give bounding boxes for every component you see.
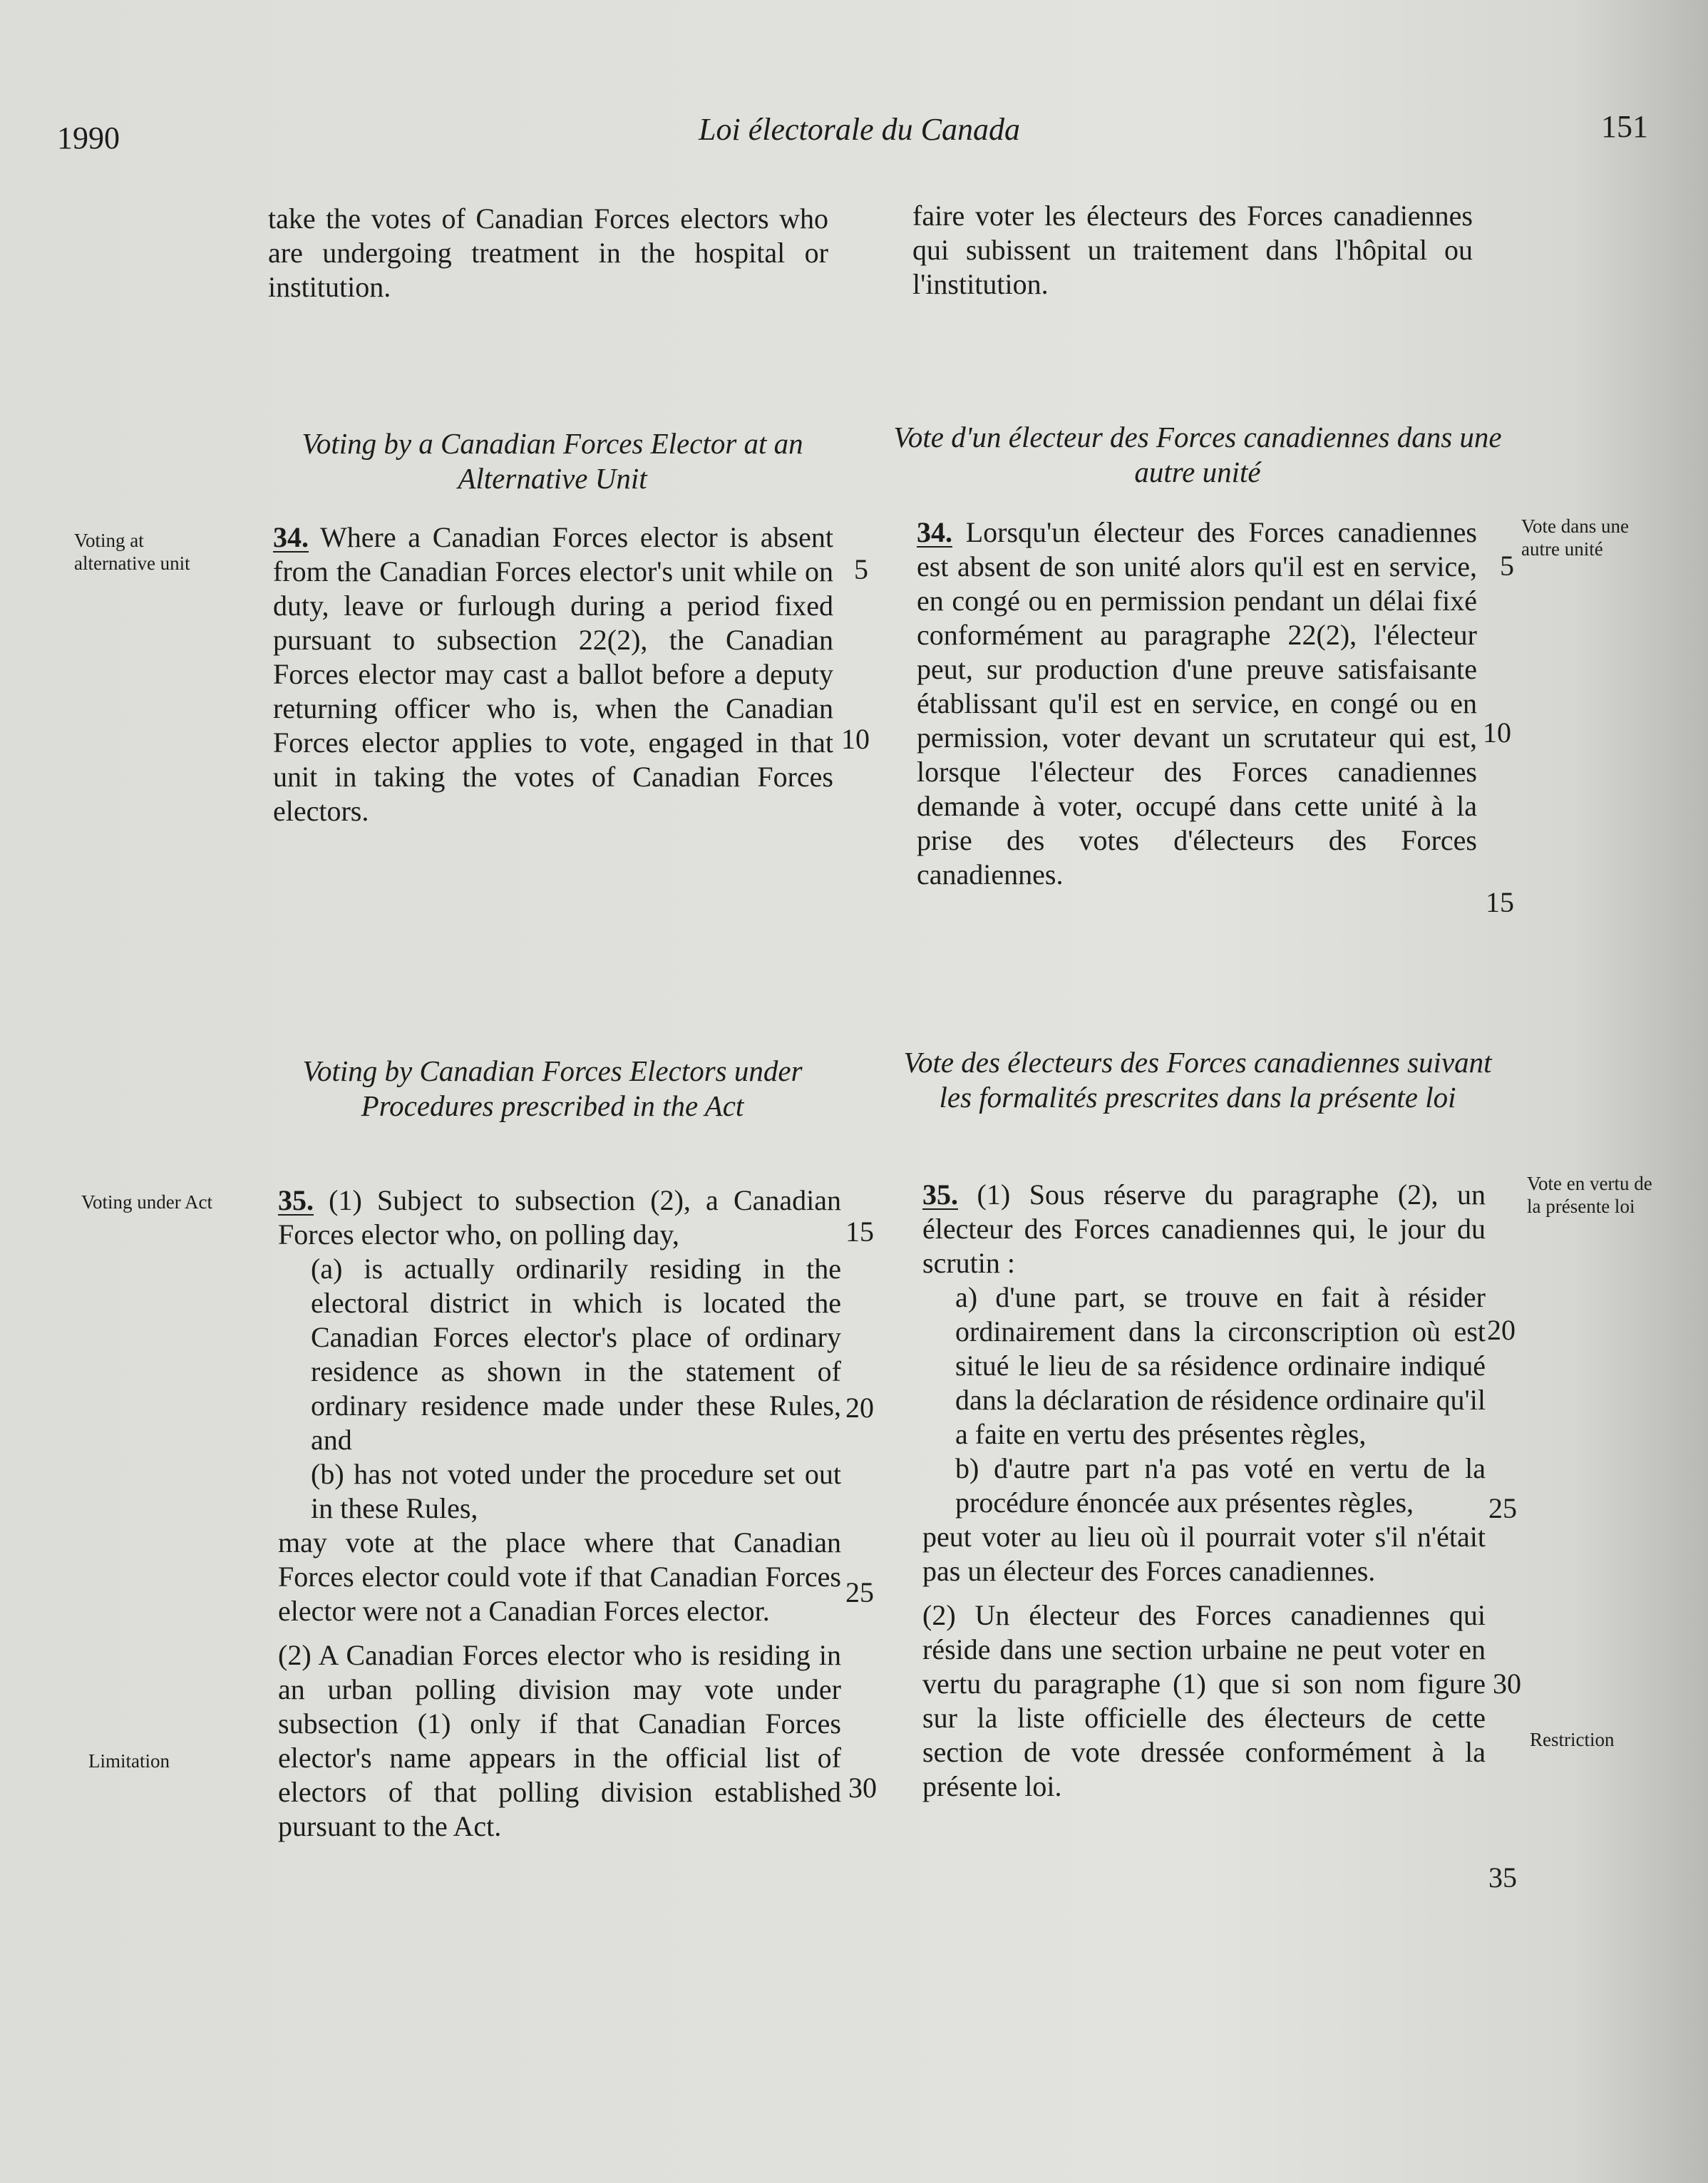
fr-section-35-2: (2) Un électeur des Forces canadiennes qui réside dans une section urbaine ne peut voter en vertu du paragraphe (1) que si son nom figure sur la liste officielle des électeurs de cette section de vote dressée conformément à la présente loi. bbox=[922, 1599, 1486, 1802]
line-number-fr: 20 bbox=[1487, 1314, 1516, 1346]
line-number-fr: 15 bbox=[1486, 886, 1514, 918]
line-number-en: 20 bbox=[845, 1392, 874, 1424]
fr-section-34-number: 34. bbox=[917, 516, 952, 548]
margin-note-right-34: Vote dans une autre unité bbox=[1521, 515, 1629, 560]
line-number-fr: 10 bbox=[1483, 716, 1511, 749]
fr-section-34-text: Lorsqu'un électeur des Forces canadiennes est absent de son unité alors qu'il est en service, en congé ou en permission pendant un délai fixé conformément au paragraphe 22(2), l'électeur peut, sur production d'une preuve satisfaisante établissant qu'il est en service, en congé ou en permission, voter devant un scrutateur qui est, lorsque l'électeur des Forces canadiennes demande à voter, occupé dans cette unité à la prise des votes d'électeurs des Forces canadiennes. bbox=[917, 516, 1478, 890]
line-number-fr: 30 bbox=[1493, 1668, 1521, 1700]
fr-heading-34: Vote d'un électeur des Forces canadiennes dans une autre unité bbox=[893, 421, 1502, 488]
fr-continuation-text: faire voter les électeurs des Forces canadiennes qui subissent un traitement dans l'hôpital ou l'institution. bbox=[912, 200, 1473, 300]
line-number-en: 5 bbox=[854, 553, 868, 585]
fr-section-35-1-b: b) d'autre part n'a pas voté en vertu de la procédure énoncée aux présentes règles, bbox=[955, 1452, 1486, 1519]
margin-note-left-35-2: Limitation bbox=[88, 1750, 170, 1772]
page-number: 151 bbox=[1601, 109, 1648, 144]
en-section-35-1-intro: (1) Subject to subsection (2), a Canadian Forces elector who, on polling day, bbox=[278, 1184, 841, 1250]
line-number-en: 10 bbox=[841, 723, 870, 755]
en-section-35-number: 35. bbox=[278, 1184, 314, 1216]
en-continuation-text: take the votes of Canadian Forces electors who are undergoing treatment in the hospital or institution. bbox=[268, 202, 828, 303]
margin-note-left-34: Voting at alternative unit bbox=[74, 530, 190, 574]
fr-continuation bbox=[912, 199, 1473, 302]
line-number-en: 25 bbox=[845, 1576, 874, 1608]
margin-note-right-35-1: Vote en vertu de la présente loi bbox=[1527, 1173, 1652, 1217]
en-section-35-2: (2) A Canadian Forces elector who is residing in an urban polling division may vote under subsection (1) only if that Canadian Forces elector's name appears in the official list of electors of that polling division established pursuant to the Act. bbox=[278, 1639, 841, 1842]
en-continuation bbox=[268, 202, 828, 304]
line-number-fr: 5 bbox=[1500, 550, 1514, 582]
line-number-en: 30 bbox=[848, 1772, 877, 1804]
en-section-35-1-b: (b) has not voted under the procedure set out in these Rules, bbox=[311, 1458, 841, 1524]
fr-section-35-1-a: a) d'une part, se trouve en fait à résider ordinairement dans la circonscription où est situé le lieu de sa résidence ordinaire indiqué dans la déclaration de résidence ordinaire qu'il a faite en vertu des présentes règles, bbox=[955, 1281, 1486, 1450]
running-title: Loi électorale du Canada bbox=[699, 112, 1020, 147]
margin-note-left-35-1: Voting under Act bbox=[81, 1191, 212, 1213]
fr-section-35-1-intro: (1) Sous réserve du paragraphe (2), un électeur des Forces canadiennes qui, le jour du scrutin : bbox=[922, 1178, 1486, 1279]
en-section-35-1-close: may vote at the place where that Canadian Forces elector could vote if that Canadian Forces elector were not a Canadian Forces elector. bbox=[278, 1526, 841, 1627]
en-section-35-1-a: (a) is actually ordinarily residing in the electoral district in which is located the Canadian Forces elector's place of ordinary residence as shown in the statement of ordinary residence made under these Rules, and bbox=[311, 1253, 841, 1456]
fr-section-35 bbox=[922, 1178, 1486, 1804]
fr-section-35-number: 35. bbox=[922, 1178, 958, 1211]
line-number-fr: 35 bbox=[1488, 1861, 1517, 1894]
year: 1990 bbox=[57, 120, 120, 155]
line-number-en: 15 bbox=[845, 1216, 874, 1248]
line-number-fr: 25 bbox=[1488, 1492, 1517, 1524]
en-section-34-number: 34. bbox=[273, 521, 309, 553]
en-section-34-text: Where a Canadian Forces elector is absent from the Canadian Forces elector's unit while on duty, leave or furlough during a period fixed pursuant to subsection 22(2), the Canadian Forces elector may cast a ballot before a deputy returning officer who is, when the Canadian Forces elector applies to vote, engaged in that unit in taking the votes of Canadian Forces electors. bbox=[273, 521, 833, 827]
en-heading-34: Voting by a Canadian Forces Elector at an Alternative Unit bbox=[302, 427, 803, 495]
en-heading-35: Voting by Canadian Forces Electors under Procedures prescribed in the Act bbox=[302, 1054, 803, 1122]
fr-heading-35: Vote des électeurs des Forces canadiennes suivant les formalités prescrites dans la présente loi bbox=[903, 1046, 1492, 1114]
fr-section-35-1-close: peut voter au lieu où il pourrait voter s'il n'était pas un électeur des Forces canadiennes. bbox=[922, 1521, 1486, 1587]
margin-note-right-35-2: Restriction bbox=[1530, 1729, 1615, 1750]
en-section-35 bbox=[278, 1183, 841, 1844]
fr-section-34 bbox=[917, 515, 1477, 892]
en-section-34 bbox=[273, 520, 833, 828]
